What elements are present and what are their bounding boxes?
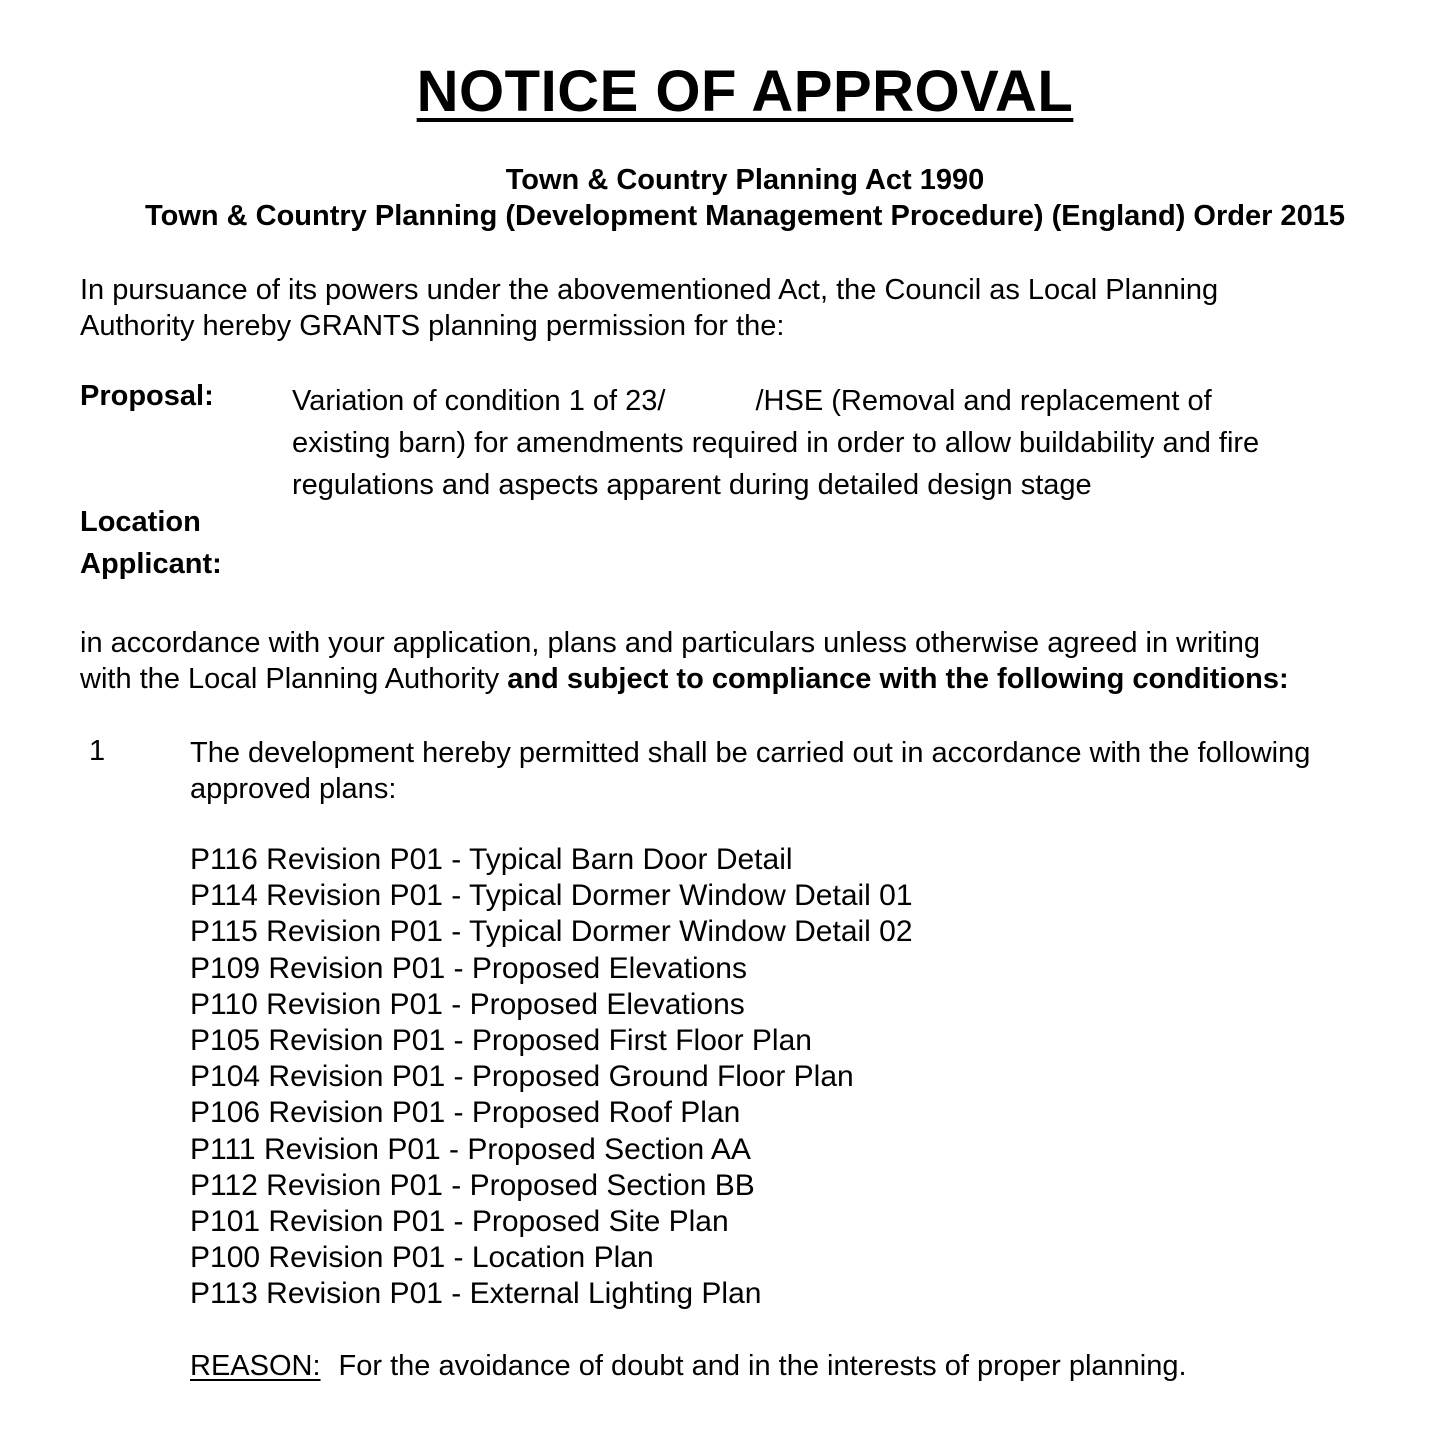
document-title: NOTICE OF APPROVAL: [416, 59, 1074, 124]
order-heading: Town & Country Planning (Development Management Procedure) (England) Order 2015: [145, 200, 1345, 232]
proposal-line-3: regulations and aspects apparent during detailed design stage: [292, 469, 1092, 501]
plan-item: P104 Revision P01 - Proposed Ground Floor Plan: [190, 1060, 854, 1094]
plan-item: P109 Revision P01 - Proposed Elevations: [190, 951, 747, 985]
plan-item: P106 Revision P01 - Proposed Roof Plan: [190, 1096, 741, 1130]
accordance-line-2-normal: with the Local Planning Authority: [80, 663, 508, 695]
intro-line-1: In pursuance of its powers under the abovementioned Act, the Council as Local Planning: [80, 274, 1219, 306]
accordance-paragraph: [80, 625, 1289, 697]
plan-item: P101 Revision P01 - Proposed Site Plan: [190, 1205, 729, 1239]
plan-item: P111 Revision P01 - Proposed Section AA: [190, 1132, 751, 1166]
act-heading: Town & Country Planning Act 1990: [505, 164, 985, 196]
location-label: Location: [80, 506, 201, 538]
plan-item: P112 Revision P01 - Proposed Section BB: [190, 1168, 755, 1202]
proposal-line-2: existing barn) for amendments required in order to allow buildability and fire: [292, 427, 1260, 459]
plan-item: P110 Revision P01 - Proposed Elevations: [190, 987, 745, 1021]
condition-text: [190, 735, 1310, 807]
approved-plans-list: [190, 842, 913, 1313]
accordance-line-2: [80, 661, 1289, 697]
reason-label: REASON:: [190, 1350, 321, 1382]
proposal-line-1-start: Variation of condition 1 of 23/: [292, 385, 666, 417]
proposal-text: [292, 380, 1259, 506]
proposal-label: Proposal:: [80, 380, 214, 412]
reason: [190, 1350, 1187, 1383]
applicant-label: Applicant:: [80, 548, 222, 580]
proposal-line-1: [292, 380, 1259, 422]
intro-paragraph: [80, 272, 1218, 344]
plan-item: P113 Revision P01 - External Lighting Plan: [190, 1277, 762, 1311]
proposal-line-1-end: /HSE (Removal and replacement of: [755, 385, 1212, 417]
plan-item: P105 Revision P01 - Proposed First Floor Plan: [190, 1024, 812, 1058]
plan-item: P100 Revision P01 - Location Plan: [190, 1241, 654, 1275]
plan-item: P115 Revision P01 - Typical Dormer Window Detail 02: [190, 915, 913, 949]
accordance-line-1: in accordance with your application, plans and particulars unless otherwise agreed in writing: [80, 627, 1260, 659]
condition-line-2: approved plans:: [190, 773, 397, 805]
accordance-line-2-bold: and subject to compliance with the following conditions:: [507, 663, 1289, 695]
intro-line-2: Authority hereby GRANTS planning permission for the:: [80, 310, 785, 342]
reason-text: For the avoidance of doubt and in the interests of proper planning.: [338, 1350, 1187, 1382]
plan-item: P116 Revision P01 - Typical Barn Door Detail: [190, 843, 793, 876]
condition-number: 1: [89, 735, 106, 767]
plan-item: P114 Revision P01 - Typical Dormer Window Detail 01: [190, 879, 913, 913]
condition-line-1: The development hereby permitted shall be carried out in accordance with the following: [190, 737, 1311, 769]
